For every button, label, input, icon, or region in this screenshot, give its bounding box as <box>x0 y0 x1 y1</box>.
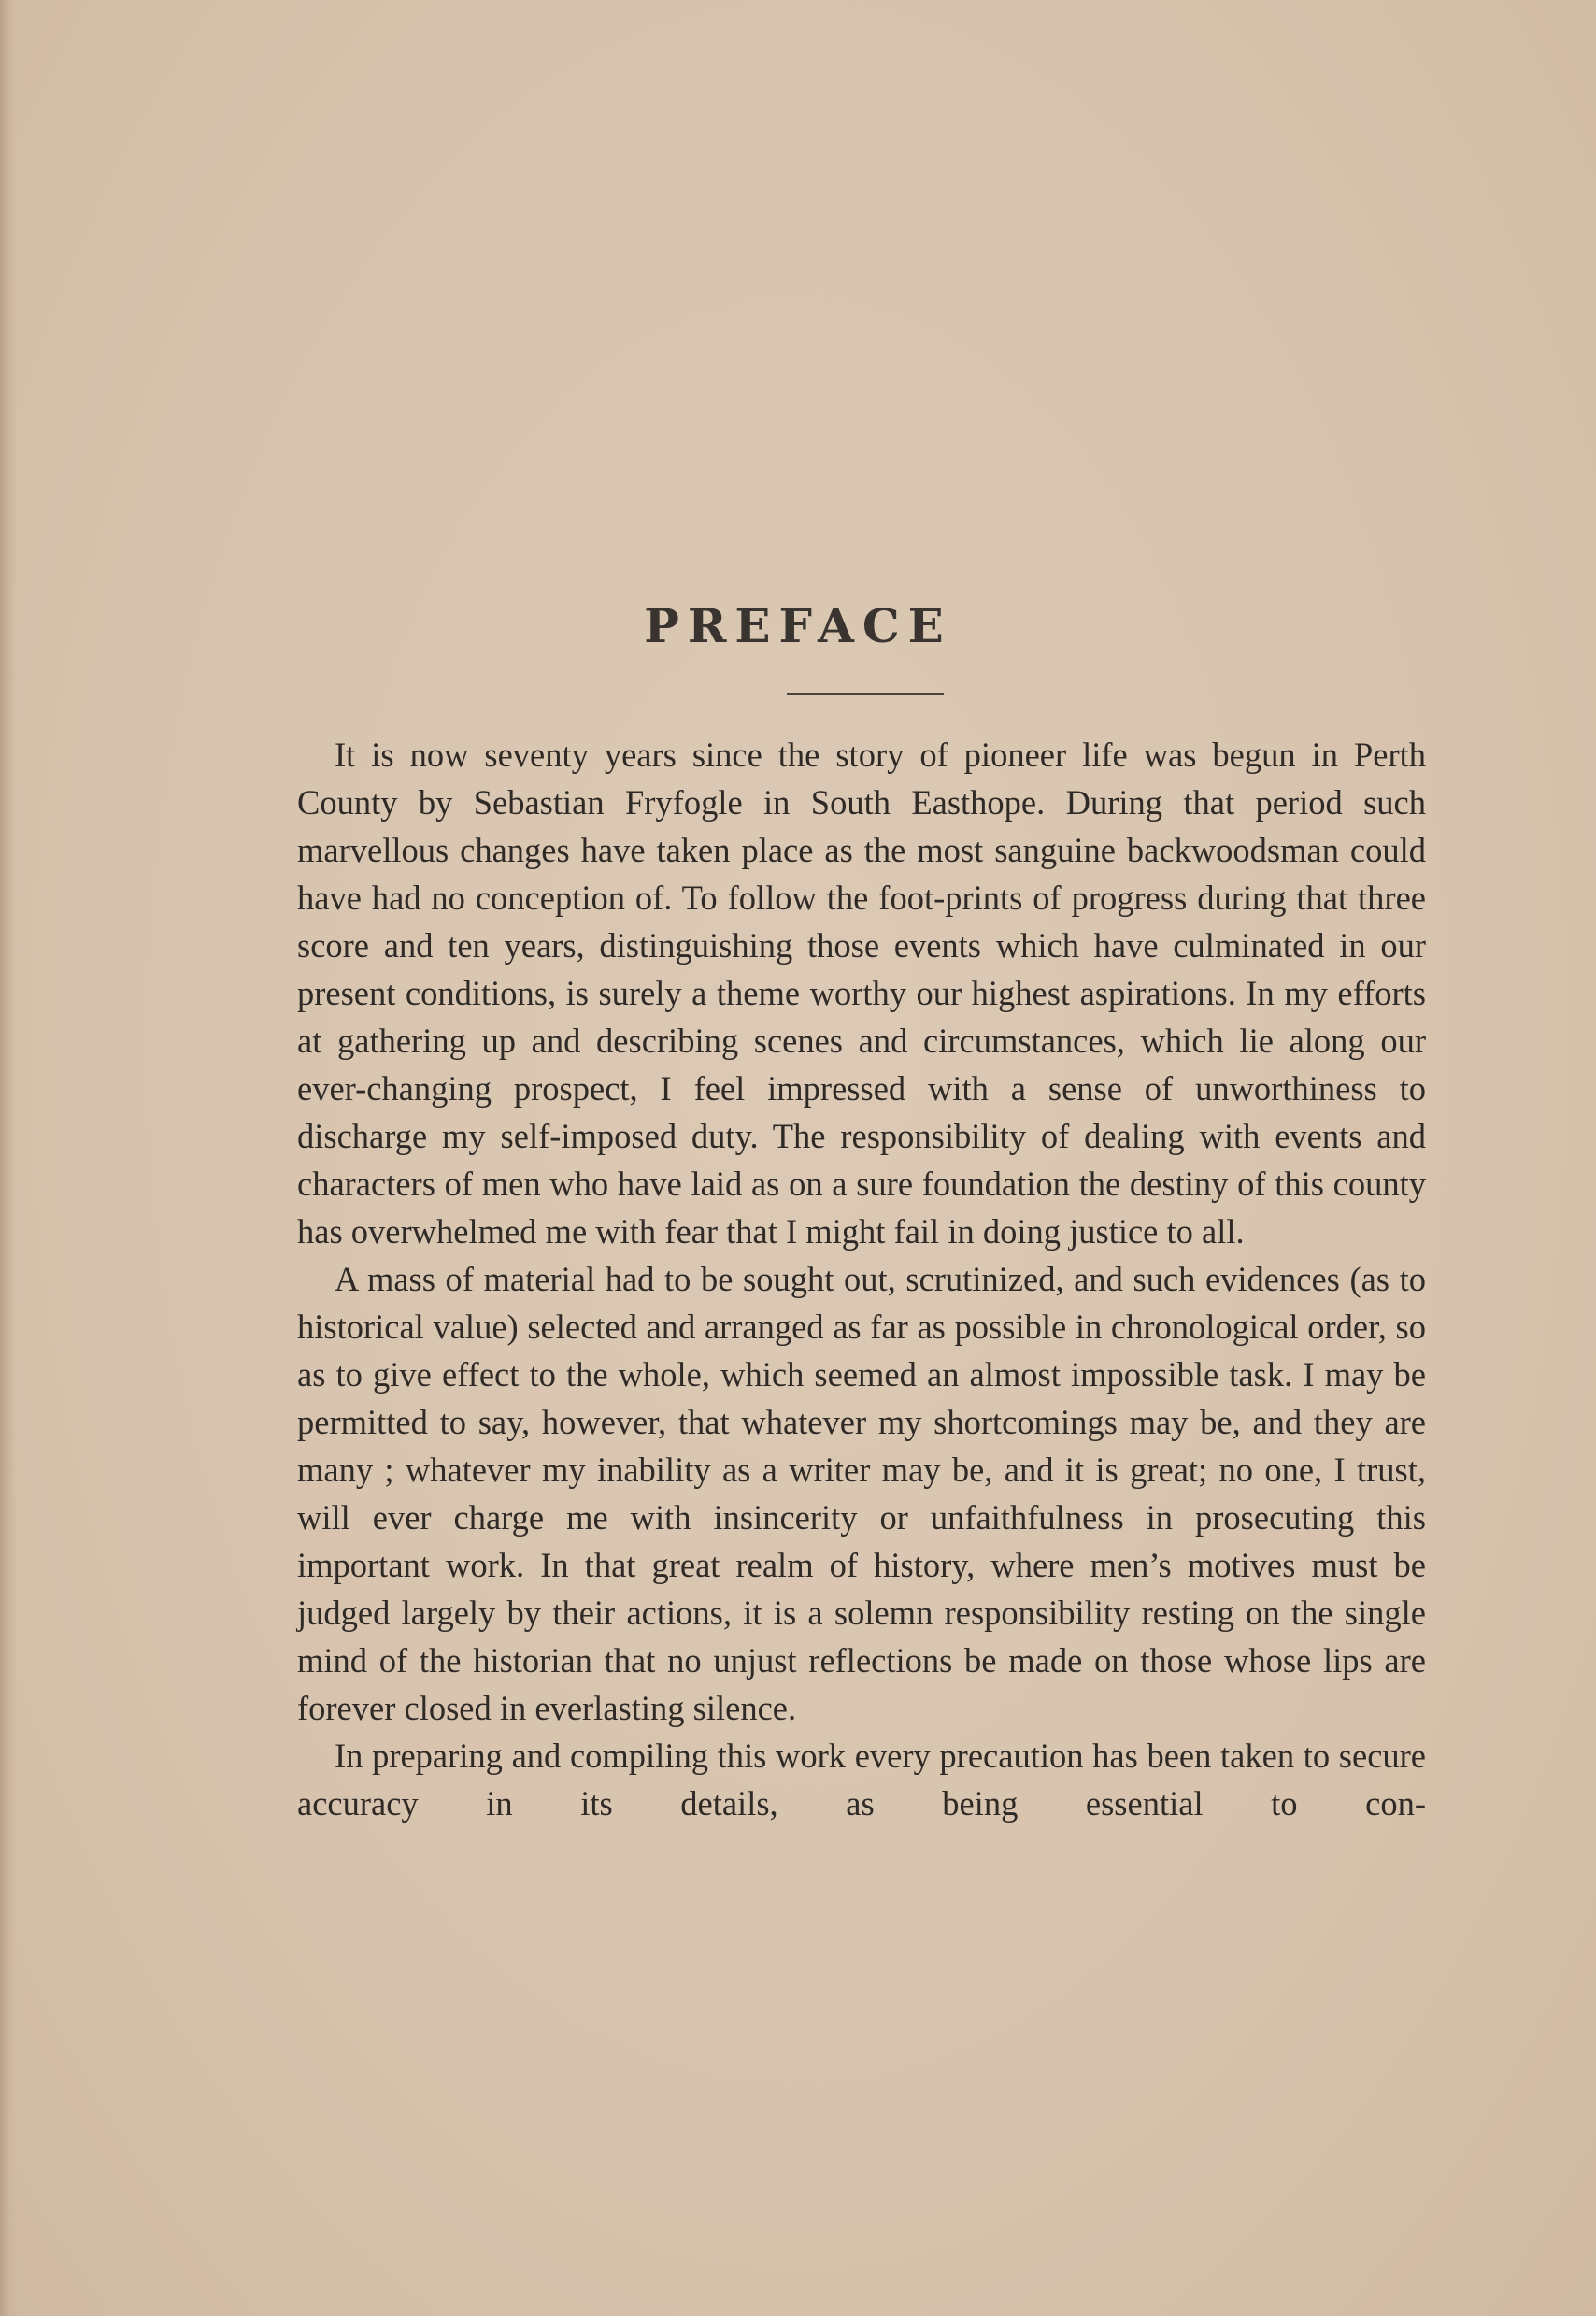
paragraph-3: In preparing and compiling this work every precaution has been taken to secure accuracy in its details, as being essential to con- <box>297 1737 1426 1823</box>
paragraph-1: It is now seventy years since the story of pioneer life was begun in Perth County by Sebastian Fryfogle in South Easthope. During that period such marvellous changes have taken place as the most sanguine backwoodsman could have had no conception of. To follow the foot-prints of progress during that three score and ten years, distinguishing those events which have culminated in our present conditions, is surely a theme worthy our highest aspirations. In my efforts at gathering up and describing scenes and circumstances, which lie along our ever-changing prospect, I feel impressed with a sense of unworthiness to discharge my self-imposed duty. The responsibility of dealing with events and characters of men who have laid as on a sure foundation the destiny of this county has overwhelmed me with fear that I might fail in doing justice to all. <box>297 736 1426 1251</box>
page-binding-edge <box>0 0 17 2316</box>
page-title: PREFACE <box>644 598 952 653</box>
paragraph-2: A mass of material had to be sought out, scrutinized, and such evidences (as to historical value) selected and arranged as far as possible in chronological order, so as to give effect to the whole, which seemed an almost impossible task. I may be permitted to say, however, that whatever my shortcomings may be, and they are many ; whatever my inability as a writer may be, and it is great; no one, I trust, will ever charge me with insincerity or unfaithfulness in prosecuting this important work. In that great realm of history, where men’s motives must be judged largely by their actions, it is a solemn responsibility resting on the single mind of the historian that no unjust reflections be made on those whose lips are forever closed in everlasting silence. <box>297 1260 1426 1727</box>
title-divider <box>787 693 944 695</box>
preface-body <box>297 731 1426 1827</box>
